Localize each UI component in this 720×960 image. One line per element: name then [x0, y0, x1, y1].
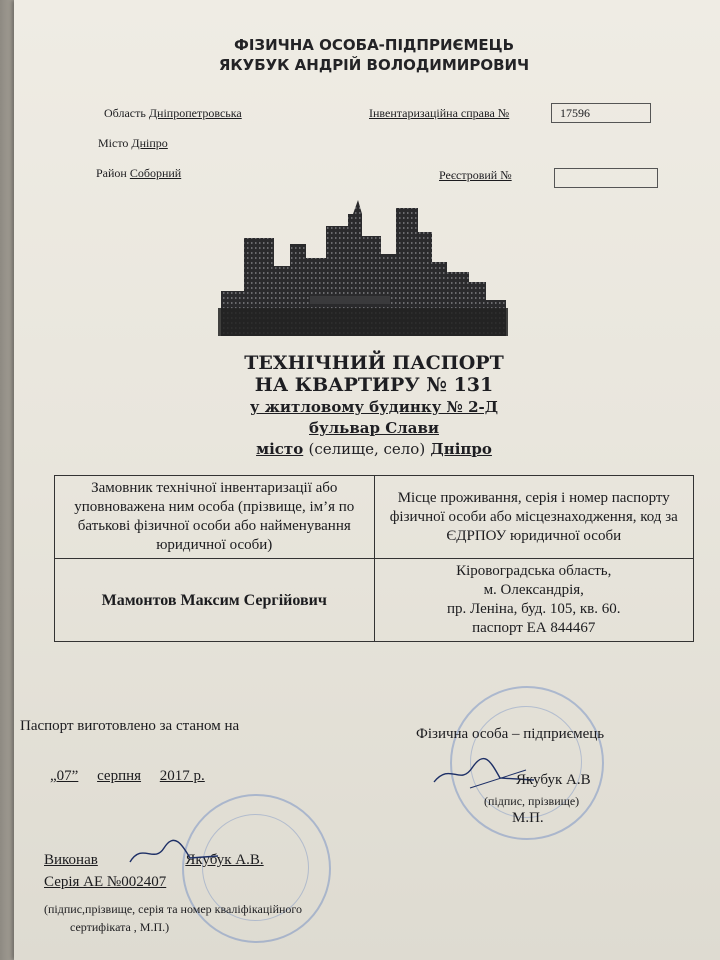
- certificate-series: Серія АЕ №002407: [44, 874, 167, 890]
- entrepreneur-name: Якубук А.В: [516, 772, 591, 788]
- table-data-row: [55, 559, 694, 642]
- header-customer-cell: Замовник технічної інвентаризації або уповноважена ним особа (прізвище, ім’я по батькові фізичної особи або найменування юридичної особи): [55, 476, 375, 559]
- header-line-1: ФІЗИЧНА ОСОБА-ПІДПРИЄМЕЦЬ: [233, 36, 515, 54]
- title-line-1: ТЕХНІЧНИЙ ПАСПОРТ: [244, 352, 504, 374]
- title-city-mid: (селище, село): [308, 440, 426, 458]
- city-label: Місто: [98, 136, 129, 150]
- district-value: Соборний: [129, 166, 182, 180]
- registry-label: Реєстровий №: [439, 168, 512, 182]
- mp-label: М.П.: [512, 810, 544, 826]
- table-header-row: [55, 476, 694, 559]
- title-line-2: НА КВАРТИРУ № 131: [254, 374, 494, 396]
- cert-caption-line-2: сертифіката , М.П.): [70, 920, 170, 934]
- city-field: [98, 136, 168, 151]
- made-date: [50, 768, 205, 785]
- executor-name: Якубук А.В.: [185, 852, 264, 868]
- title-line-3: у житловому будинку № 2-Д: [249, 398, 499, 416]
- client-name-cell: Мамонтов Максим Сергійович: [55, 559, 375, 642]
- city-skyline-image: [218, 196, 508, 336]
- registry-box: [554, 168, 658, 188]
- signature-caption: (підпис, прізвище): [484, 794, 580, 808]
- district-label: Район: [96, 166, 127, 180]
- address-line-1: Кіровоградська область,: [456, 563, 612, 579]
- oblast-value: Дніпропетровська: [148, 106, 242, 120]
- address-line-4: паспорт ЕА 844467: [472, 620, 596, 636]
- document-page: [14, 0, 720, 960]
- title-line-5: [194, 440, 554, 458]
- date-day: „07”: [50, 768, 79, 784]
- oblast-label: Область: [104, 106, 146, 120]
- date-year: 2017 р.: [159, 768, 205, 784]
- oblast-field: [104, 106, 242, 121]
- cert-caption-line-1: (підпис,прізвище, серія та номер кваліфікаційного: [44, 902, 303, 916]
- address-line-3: пр. Леніна, буд. 105, кв. 60.: [446, 601, 621, 617]
- made-as-of-label: Паспорт виготовлено за станом на: [20, 718, 240, 734]
- entrepreneur-label: Фізична особа – підприємець: [416, 726, 605, 742]
- inventory-label: Інвентаризаційна справа №: [369, 106, 510, 120]
- title-line-4: бульвар Слави: [309, 419, 439, 437]
- title-city-word: місто: [256, 440, 304, 458]
- customer-table: [54, 475, 694, 642]
- client-address-cell: [374, 559, 694, 642]
- executor-signature: [124, 834, 224, 874]
- title-city-name: Дніпро: [430, 440, 492, 458]
- inventory-box: 17596: [551, 103, 651, 123]
- district-field: [96, 166, 181, 181]
- city-value: Дніпро: [131, 136, 168, 150]
- date-month: серпня: [97, 768, 142, 784]
- header-line-2: ЯКУБУК АНДРІЙ ВОЛОДИМИРОВИЧ: [218, 56, 530, 74]
- address-line-2: м. Олександрія,: [483, 582, 584, 598]
- executor-label: Виконав: [44, 852, 98, 868]
- header-address-cell: Місце проживання, серія і номер паспорту фізичної особи або місцезнаходження, код за ЄДРПОУ юридичної особи: [374, 476, 694, 559]
